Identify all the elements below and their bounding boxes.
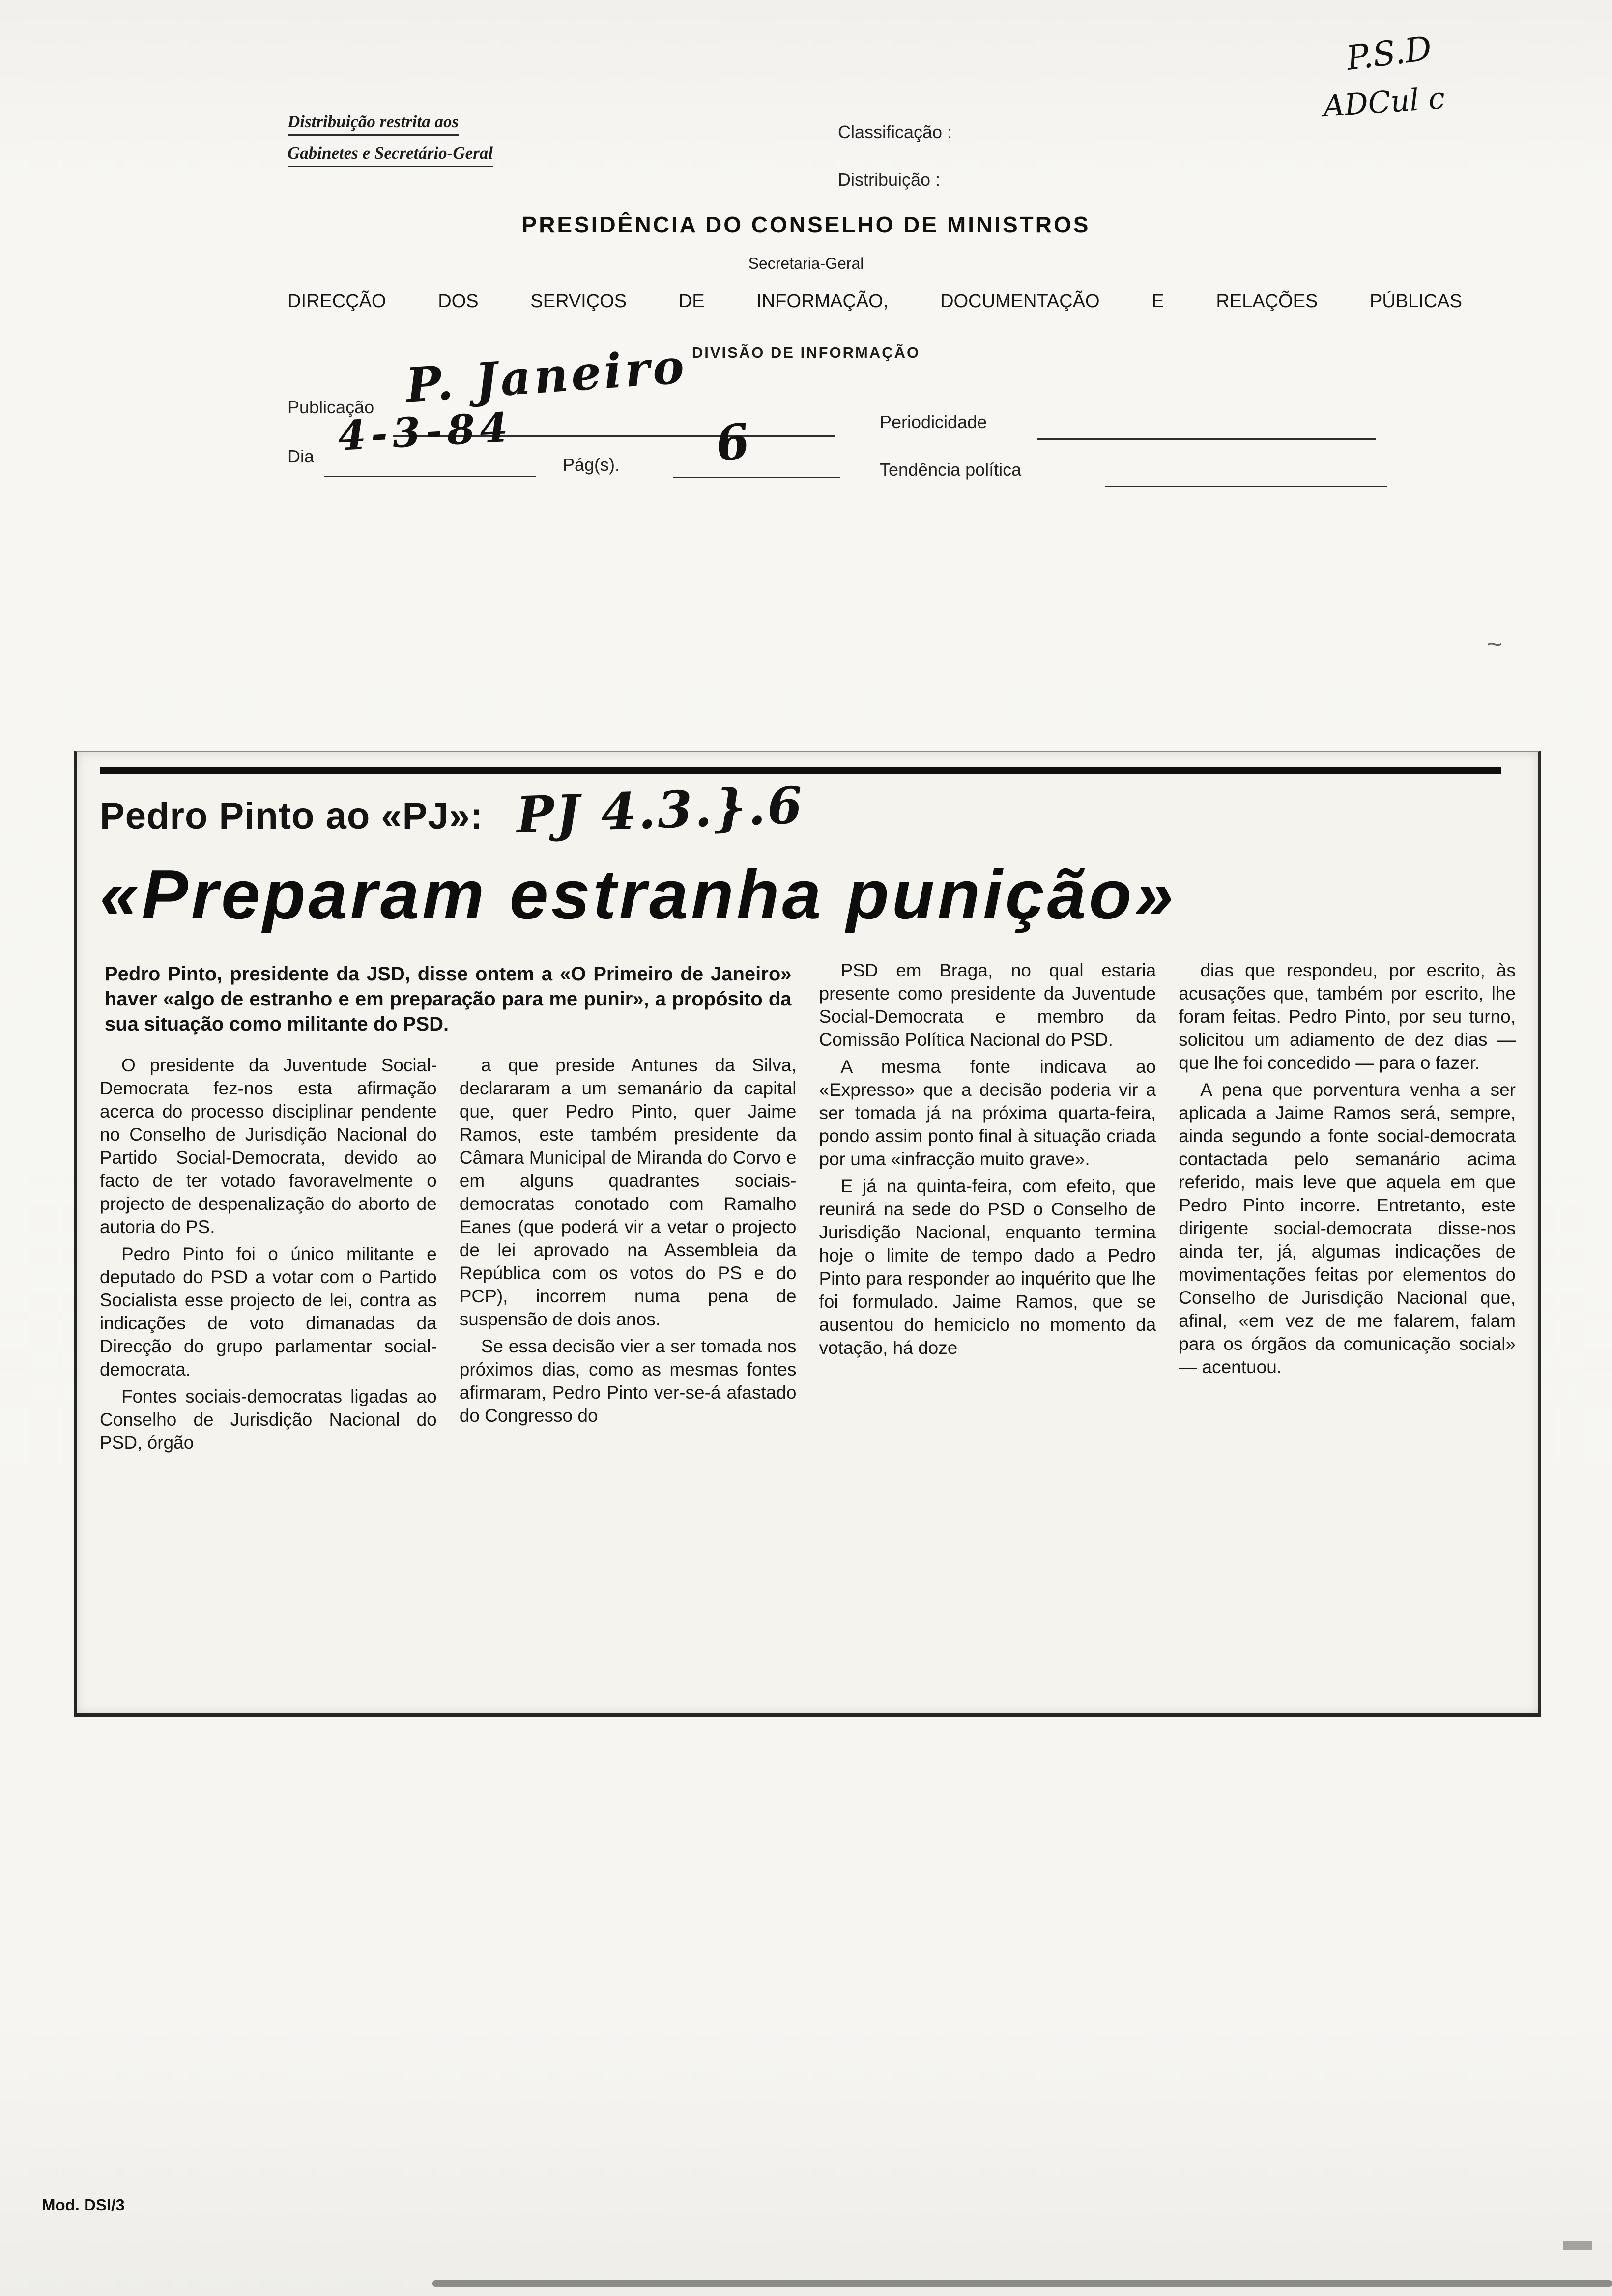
restricted-distribution-stamp bbox=[288, 112, 493, 175]
clipping-kicker-row bbox=[100, 775, 1516, 845]
newspaper-clipping bbox=[74, 751, 1541, 1717]
distribution-label: Distribuição : bbox=[838, 170, 941, 190]
handwritten-publication-value: P. Janeiro bbox=[404, 338, 689, 413]
handwritten-pages-value: 6 bbox=[712, 412, 753, 473]
org-subtitle: Secretaria-Geral bbox=[748, 255, 864, 272]
column1-paragraph: Fontes sociais-democratas ligadas ao Conselho de Jurisdição Nacional do PSD, órgão bbox=[100, 1386, 437, 1453]
restricted-line-1: Distribuição restrita aos bbox=[288, 112, 459, 136]
day-label: Dia bbox=[288, 446, 315, 466]
stray-pen-mark: ~ bbox=[1487, 630, 1502, 659]
clipping-headline: «Preparam estranha punição» bbox=[100, 856, 1177, 934]
clipping-columns bbox=[100, 959, 1516, 1454]
classification-label: Classificação : bbox=[838, 122, 952, 142]
clipping-kicker: Pedro Pinto ao «PJ»: bbox=[100, 795, 484, 837]
publication-label: Publicação bbox=[288, 397, 374, 417]
clipping-lead-paragraph: Pedro Pinto, presidente da JSD, disse ontem a «O Primeiro de Janeiro» haver «algo de estranho e em preparação para me punir», a propósito da sua situação como militante do PSD. bbox=[105, 963, 792, 1035]
tendency-underline bbox=[1105, 486, 1387, 487]
scan-smudge-right bbox=[1563, 2241, 1592, 2250]
periodicity-label: Periodicidade bbox=[880, 412, 987, 432]
form-model-number: Mod. DSI/3 bbox=[42, 2196, 125, 2214]
org-division-line: DIVISÃO DE INFORMAÇÃO bbox=[691, 344, 921, 361]
handwritten-day-value: 4-3-84 bbox=[336, 403, 514, 460]
clipping-column-3 bbox=[819, 959, 1156, 1454]
handwritten-top-right-line1: P.S.D bbox=[1344, 29, 1434, 78]
column1-paragraph: O presidente da Juventude Social-Democrata fez-nos esta afirmação acerca do processo disciplinar pendente no Conselho de Jurisdição Nacional do Partido Social-Democrata, devido ao facto de ter votado favoravelmente o projecto de despenalização do aborto de autoria do PS. bbox=[100, 1055, 437, 1237]
handwritten-top-right-line2: ADCul c bbox=[1322, 81, 1446, 124]
column1-paragraph: Pedro Pinto foi o único militante e deputado do PSD a votar com o Partido Socialista esse projecto de lei, contra as indicações de voto dimanadas da Direcção do grupo parlamentar social-democrata. bbox=[100, 1244, 437, 1379]
column3-paragraph: E já na quinta-feira, com efeito, que reunirá na sede do PSD o Conselho de Jurisdição Nacional, enquanto termina hoje o limite de tempo dado a Pedro Pinto para responder ao inquérito que lhe foi formulado. Jaime Ramos, que se ausentou do hemiciclo no momento da votação, há doze bbox=[819, 1176, 1156, 1358]
clipping-column-2 bbox=[460, 1054, 797, 1454]
clipping-column-1 bbox=[100, 1054, 437, 1454]
column2-paragraph: a que preside Antunes da Silva, declararam a um semanário da capital que, quer Pedro Pinto, quer Jaime Ramos, este também presidente da Câmara Municipal de Miranda do Corvo e em alguns quadrantes sociais-democratas conotado com Ramalho Eanes (que poderá vir a vetar o projecto de lei aprovado na Assembleia da República com os votos do PS e do PCP), incorrem numa pena de suspensão de dois anos. bbox=[459, 1055, 797, 1329]
org-title: PRESIDÊNCIA DO CONSELHO DE MINISTROS bbox=[521, 212, 1091, 237]
clipping-top-rule bbox=[100, 767, 1501, 774]
column3-paragraph: A mesma fonte indicava ao «Expresso» que a decisão poderia vir a ser tomada já na próxima quarta-feira, pondo assim ponto final à situação criada por uma «infracção muito grave». bbox=[819, 1057, 1156, 1169]
column2-paragraph: Se essa decisão vier a ser tomada nos próximos dias, como as mesmas fontes afirmaram, Pedro Pinto ver-se-á afastado do Congresso do bbox=[459, 1336, 797, 1426]
scan-smudge-bottom bbox=[432, 2280, 1612, 2287]
clipping-column-4 bbox=[1179, 959, 1516, 1454]
pages-label: Pág(s). bbox=[563, 455, 620, 475]
org-direction-line: DIRECÇÃO DOS SERVIÇOS DE INFORMAÇÃO, DOCUMENTAÇÃO E RELAÇÕES PÚBLICAS bbox=[288, 291, 1462, 312]
column4-paragraph: dias que respondeu, por escrito, às acusações que, também por escrito, lhe foram feitas. Pedro Pinto, por seu turno, solicitou um adiamento de dez dias — que lhe foi concedido — para o fazer. bbox=[1179, 960, 1516, 1073]
day-underline bbox=[324, 476, 536, 477]
column3-paragraph: PSD em Braga, no qual estaria presente como presidente da Juventude Social-Democrata e membro da Comissão Política Nacional do PSD. bbox=[819, 960, 1156, 1050]
tendency-label: Tendência política bbox=[880, 459, 1022, 480]
handwritten-clipping-note: PJ 4.3.}.6 bbox=[515, 775, 806, 845]
pages-underline bbox=[673, 477, 840, 478]
column4-paragraph: A pena que porventura venha a ser aplicada a Jaime Ramos será, sempre, ainda segundo a fonte social-democrata contactada pelo semanário acima referido, mais leve que aquela em que Pedro Pinto incorre. Entretanto, este dirigente social-democrata disse-nos ainda ter, já, algumas indicações de movimentações feitas por elementos do Conselho de Jurisdição Nacional que, afinal, «em vez de me falarem, falam para os órgãos da comunicação social» — acentuou. bbox=[1179, 1080, 1516, 1377]
restricted-line-2: Gabinetes e Secretário-Geral bbox=[288, 144, 493, 167]
periodicity-underline bbox=[1037, 438, 1376, 440]
